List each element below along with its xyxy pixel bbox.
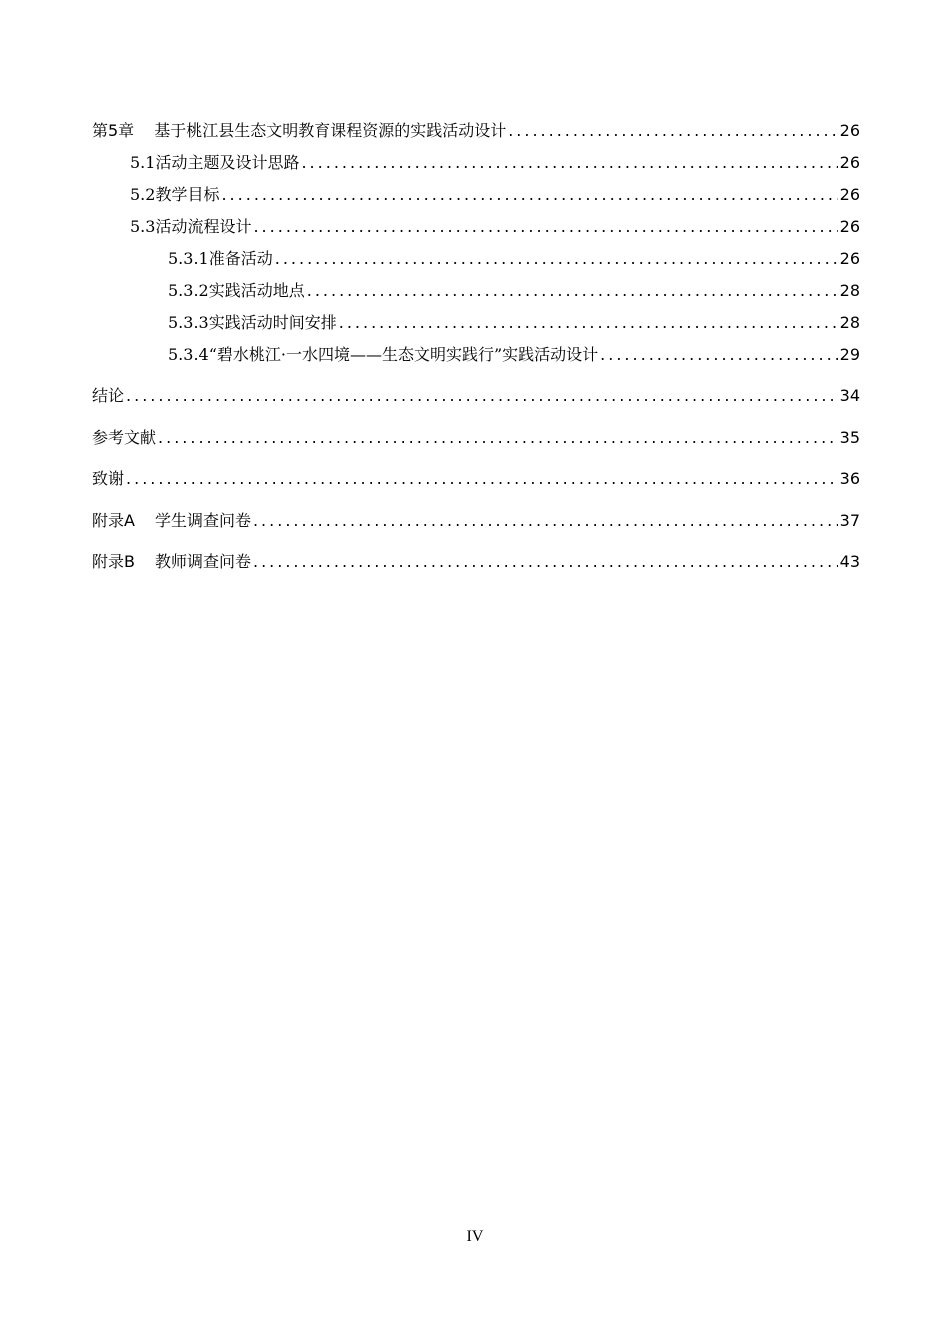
dot-leader <box>253 510 838 532</box>
dot-leader <box>275 248 838 270</box>
toc-entry-page: 26 <box>839 121 860 140</box>
toc-entry-section-5-3[interactable] <box>130 216 860 238</box>
dot-leader <box>158 427 838 449</box>
dot-leader <box>253 551 838 573</box>
toc-entry-title: 基于桃江县生态文明教育课程资源的实践活动设计 <box>154 121 507 140</box>
toc-entry-page: 43 <box>839 552 860 571</box>
toc-entry-section-5-3-3[interactable] <box>168 312 860 334</box>
dot-leader <box>253 216 837 238</box>
toc-entry-number: 5.3.4 <box>168 345 209 364</box>
toc-entry-chapter-5[interactable] <box>92 120 860 142</box>
toc-entry-page: 28 <box>839 281 860 300</box>
toc-entry-appendix-a[interactable] <box>92 510 860 532</box>
toc-entry-number: 5.3.3 <box>168 313 209 332</box>
toc-entry-section-5-1[interactable] <box>130 152 860 174</box>
toc-entry-title: 实践活动时间安排 <box>208 313 337 332</box>
toc-entry-page: 26 <box>839 217 860 236</box>
toc-entry-page: 26 <box>839 249 860 268</box>
toc-entry-title: 活动主题及设计思路 <box>155 153 300 172</box>
toc-entry-number: 5.3 <box>130 217 156 236</box>
dot-leader <box>126 468 838 490</box>
dot-leader <box>126 385 838 407</box>
toc-entry-page: 28 <box>839 313 860 332</box>
toc-entry-appendix-b[interactable] <box>92 551 860 573</box>
toc-entry-title: 实践活动地点 <box>208 281 305 300</box>
toc-entry-page: 36 <box>839 469 860 488</box>
toc-entry-title: 准备活动 <box>208 249 273 268</box>
toc-entry-page: 37 <box>839 511 860 530</box>
toc-entry-page: 34 <box>839 386 860 405</box>
toc-entry-references[interactable] <box>92 427 860 449</box>
toc-entry-title: 教学目标 <box>155 185 220 204</box>
toc-entry-number: 第5章 <box>92 121 135 140</box>
dot-leader <box>339 312 838 334</box>
dot-leader <box>600 344 837 366</box>
toc-entry-number: 5.3.1 <box>168 249 209 268</box>
toc-entry-page: 35 <box>839 428 860 447</box>
toc-entry-number: 附录B <box>92 552 135 571</box>
toc-entry-number: 5.1 <box>130 153 156 172</box>
toc-entry-section-5-2[interactable] <box>130 184 860 206</box>
dot-leader <box>301 152 837 174</box>
toc-entry-title: 结论 <box>92 386 125 405</box>
toc-entry-title: 教师调查问卷 <box>154 552 251 571</box>
toc-entry-acknowledgements[interactable] <box>92 468 860 490</box>
toc-entry-section-5-3-4[interactable] <box>168 344 860 366</box>
toc-entry-title: 活动流程设计 <box>155 217 252 236</box>
page-number: IV <box>466 1228 484 1245</box>
toc-entry-number: 5.2 <box>130 185 156 204</box>
toc-entry-section-5-3-1[interactable] <box>168 248 860 270</box>
dot-leader <box>307 280 838 302</box>
toc-entry-page: 26 <box>839 185 860 204</box>
dot-leader <box>508 120 837 142</box>
toc-entry-title: 学生调查问卷 <box>154 511 251 530</box>
toc-entry-title: 参考文献 <box>92 428 157 447</box>
toc-entry-number: 5.3.2 <box>168 281 209 300</box>
toc-entry-title: “碧水桃江·一水四境——生态文明实践行”实践活动设计 <box>208 345 599 364</box>
dot-leader <box>221 184 837 206</box>
toc-entry-title: 致谢 <box>92 469 125 488</box>
toc-entry-page: 26 <box>839 153 860 172</box>
toc-entry-page: 29 <box>839 345 860 364</box>
toc-entry-section-5-3-2[interactable] <box>168 280 860 302</box>
toc-entry-number: 附录A <box>92 511 135 530</box>
toc-entry-conclusion[interactable] <box>92 385 860 407</box>
